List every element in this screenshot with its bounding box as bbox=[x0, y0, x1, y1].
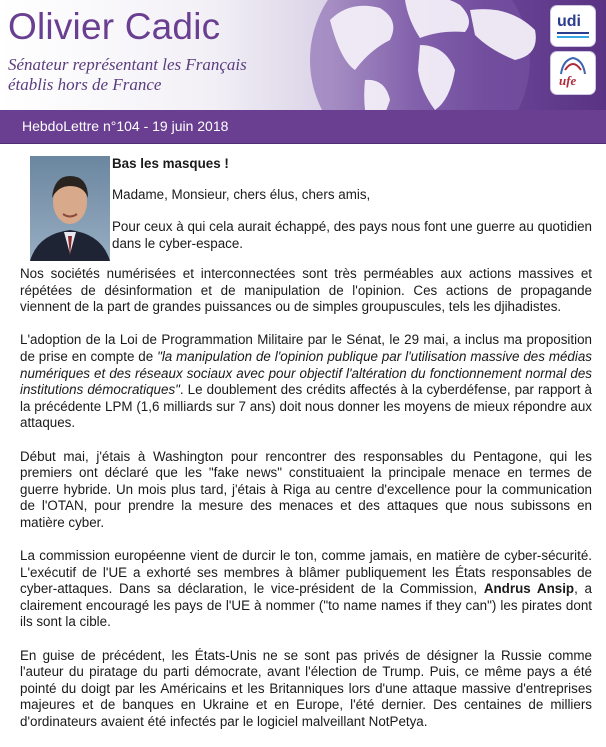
paragraph-3: Début mai, j'étais à Washington pour rencontrer des responsables du Pentagone, qui les premiers ont déclaré que les "fake news" constituaient la principale menace en termes de guerre hybride. Un mois plus tard, j'étais à Riga au centre d'excellence pour la communication de l'OTAN, pour prendre la mesure des menaces et des attaques que nous subissons en matière cyber. bbox=[20, 448, 592, 530]
issue-label: HebdoLettre n°104 - 19 juin 2018 bbox=[22, 118, 229, 134]
ufe-logo[interactable] bbox=[551, 52, 595, 94]
paragraph-4 bbox=[20, 548, 592, 631]
issue-band bbox=[0, 110, 606, 144]
paragraph-5: En guise de précédent, les États-Unis ne se sont pas privés de désigner la Russie comme l'auteur du piratage du parti démocrate, avant l'élection de Trump. Puis, ce même pays a été pointé du doigt par les Américains et les Britanniques lors d'une attaque massive d'entreprises majeures et de banques en Ukraine et en Europe, l'été dernier. Des centaines de milliers d'ordinateurs avaient été infectés par le logiciel malveillant NotPetya. bbox=[20, 647, 592, 730]
udi-logo-text: udi bbox=[557, 13, 581, 30]
site-title: Olivier Cadic bbox=[8, 6, 221, 47]
paragraph-2-end: . Le doublement des crédits affectés à la cyberdéfense, par rapport à la précédente LPM (1,6 milliards sur 7 ans) doit nous donner les moyens de mieux répondre aux attaques. bbox=[20, 382, 592, 431]
paragraph-2 bbox=[20, 332, 592, 432]
article-heading: Bas les masques ! bbox=[112, 156, 229, 171]
newsletter-header bbox=[0, 0, 606, 110]
greeting: Madame, Monsieur, chers élus, chers amis, bbox=[112, 186, 371, 202]
paragraph-4-end: , a clairement encouragé les pays de l'UE à nommer ("to name names if they can") les pirates dont ils sont la cible. bbox=[20, 581, 592, 630]
paragraph-4-start: La commission européenne vient de durcir le ton, comme jamais, en matière de cyber-sécurité. L'exécutif de l'UE a exhorté ses membres à blâmer publiquement les États responsables de cyber-attaques. Dans sa déclaration, le vice-président de la Commission, bbox=[20, 548, 592, 597]
lead-paragraph: Pour ceux à qui cela aurait échappé, des pays nous font une guerre au quotidien dans le cyber-espace. bbox=[112, 219, 592, 251]
senator-portrait bbox=[30, 156, 110, 261]
intro-block bbox=[112, 156, 592, 268]
article-body bbox=[20, 266, 592, 747]
globe-graphic bbox=[270, 0, 570, 110]
site-subtitle: Sénateur représentant les Français établis hors de France bbox=[8, 55, 247, 94]
paragraph-1: Nos sociétés numérisées et interconnectées sont très perméables aux actions massives et répétées de désinformation et de manipulation de l'opinion. Ces actions de propagande viennent de la part de grandes puissances ou de simples groupuscules, tels les djihadistes. bbox=[20, 266, 592, 315]
paragraph-2-start: L'adoption de la Loi de Programmation Militaire par le Sénat, le 29 mai, a inclus ma proposition de prise en compte de bbox=[20, 332, 592, 364]
udi-logo[interactable] bbox=[551, 6, 595, 46]
portrait-illustration bbox=[30, 156, 110, 261]
ufe-logo-text: ufe bbox=[559, 73, 577, 88]
paragraph-4-name: Andrus Ansip bbox=[483, 581, 575, 597]
paragraph-2-quote: "la manipulation de l'opinion publique par l'utilisation massive des médias numériques et des réseaux sociaux avec pour objectif l'altération du fonctionnement normal des institutions démocratiques" bbox=[20, 348, 592, 398]
